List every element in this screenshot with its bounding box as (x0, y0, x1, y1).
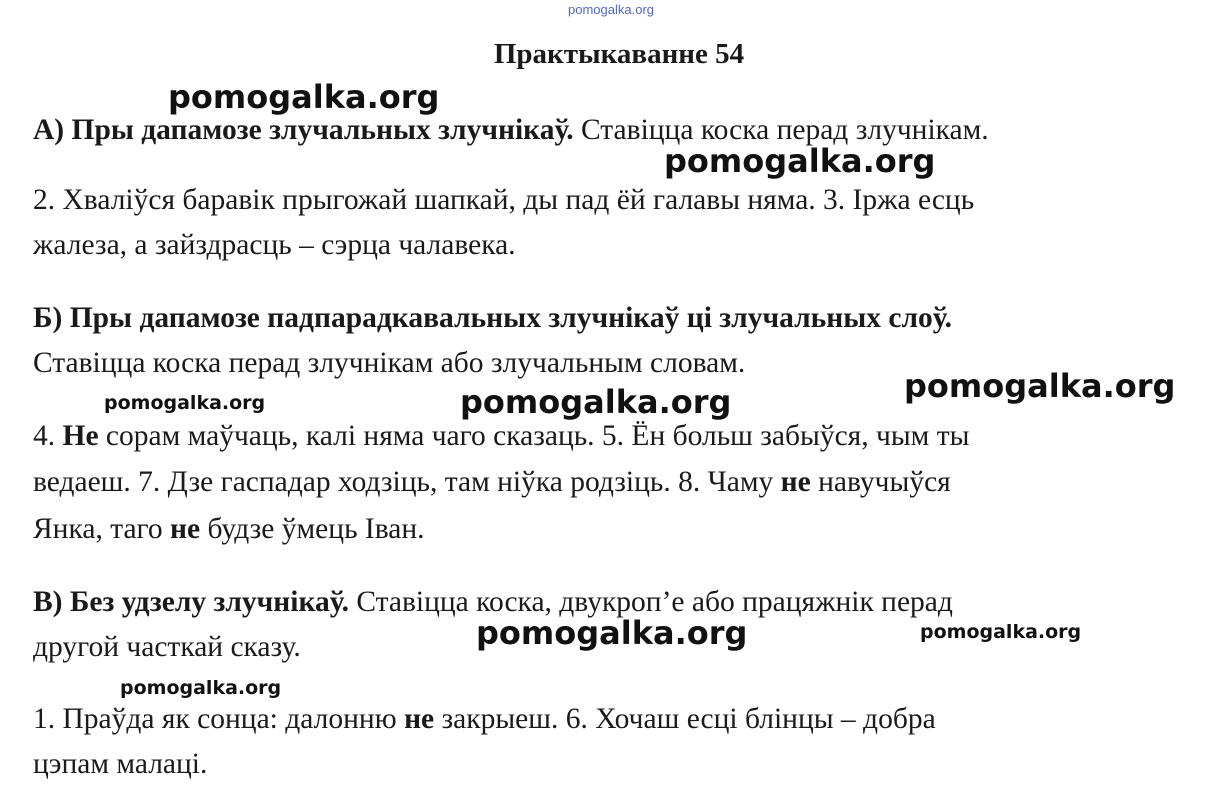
watermark-top: pomogalka.org (568, 2, 654, 17)
watermark: pomogalka.org (920, 621, 1082, 643)
section-c-rule-2: другой часткай сказу. (33, 631, 301, 663)
section-a-line-1: 2. Хваліўся баравік прыгожай шапкай, ды пад ёй галавы няма. 3. Іржа есць (33, 184, 975, 216)
section-b-rule: Ставіцца коска перад злучнікам або злучальным словам. (33, 347, 746, 379)
section-b-line-3: Янка, таго не будзе ўмець Іван. (33, 513, 425, 545)
section-a-rule: Ставіцца коска перад злучнікам. (573, 114, 989, 146)
section-c-line-1: 1. Праўда як сонца: далонню не закрыеш. 6. Хочаш есці блінцы – добра (33, 703, 936, 735)
watermark: pomogalka.org (120, 677, 282, 699)
section-c-heading: В) Без удзелу злучнікаў. (33, 586, 349, 618)
section-a-line-2: жалеза, а зайздрасць – сэрца чалавека. (33, 229, 516, 261)
watermark: pomogalka.org (104, 392, 266, 414)
section-c-rule: Ставіцца коска, двукроп’е або працяжнік перад (348, 586, 953, 618)
watermark: pomogalka.org (168, 78, 440, 116)
watermark: pomogalka.org (460, 383, 732, 421)
page-title: Практыкаванне 54 (493, 38, 745, 70)
section-c-line-2: цэпам малаці. (33, 748, 208, 780)
section-a-heading: А) Пры дапамозе злучальных злучнікаў. (33, 114, 574, 146)
section-b-line-1: 4. Не сорам маўчаць, калі няма чаго сказаць. 5. Ён больш забыўся, чым ты (33, 420, 970, 452)
watermark: pomogalka.org (664, 142, 936, 180)
section-b-line-2: ведаеш. 7. Дзе гаспадар ходзіць, там ніўка родзіць. 8. Чаму не навучыўся (33, 466, 951, 498)
watermark: pomogalka.org (904, 367, 1176, 405)
section-b-heading: Б) Пры дапамозе падпарадкавальных злучнікаў ці злучальных слоў. (33, 302, 952, 334)
watermark: pomogalka.org (476, 614, 748, 652)
